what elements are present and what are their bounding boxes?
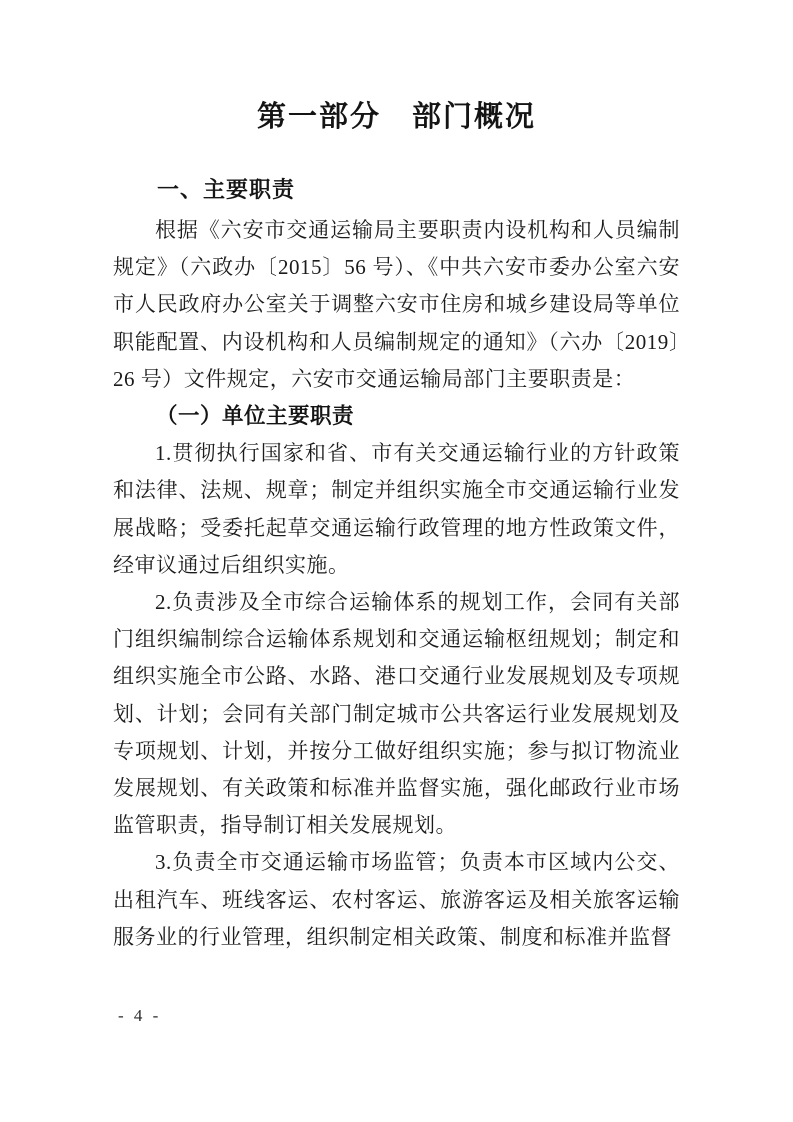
- body-text-block: [113, 212, 680, 956]
- page-number: - 4 -: [118, 1006, 162, 1025]
- duty-item-2: 2.负责涉及全市综合运输体系的规划工作，会同有关部门组织编制综合运输体系规划和交通运输枢纽规划；制定和组织实施全市公路、水路、港口交通行业发展规划及专项规划、计划；会同有关部门制定城市公共客运行业发展规划及专项规划、计划，并按分工做好组织实施；参与拟订物流业发展规划、有关政策和标准并监督实施，强化邮政行业市场监管职责，指导制订相关发展规划。: [113, 590, 680, 838]
- page-title: 第一部分 部门概况: [256, 101, 536, 133]
- subsection-heading-unit-duties: （一）单位主要职责: [156, 404, 355, 429]
- duty-item-1: 1.贯彻执行国家和省、市有关交通运输行业的方针政策和法律、法规、规章；制定并组织实施全市交通运输行业发展战略；受委托起草交通运输行政管理的地方性政策文件，经审议通过后组织实施。: [113, 441, 680, 577]
- section-heading-main-duties: 一、主要职责: [157, 177, 296, 202]
- intro-paragraph: 根据《六安市交通运输局主要职责内设机构和人员编制规定》（六政办〔2015〕56 号）、《中共六安市委办公室六安市人民政府办公室关于调整六安市住房和城乡建设局等单位职能配置、内设机构和人员编制规定的通知》（六办〔2019〕26 号）文件规定，六安市交通运输局部门主要职责是：: [113, 218, 680, 391]
- duty-item-3: 3.负责全市交通运输市场监管；负责本市区域内公交、出租汽车、班线客运、农村客运、旅游客运及相关旅客运输服务业的行业管理，组织制定相关政策、制度和标准并监督: [113, 850, 680, 949]
- document-content: [113, 0, 680, 956]
